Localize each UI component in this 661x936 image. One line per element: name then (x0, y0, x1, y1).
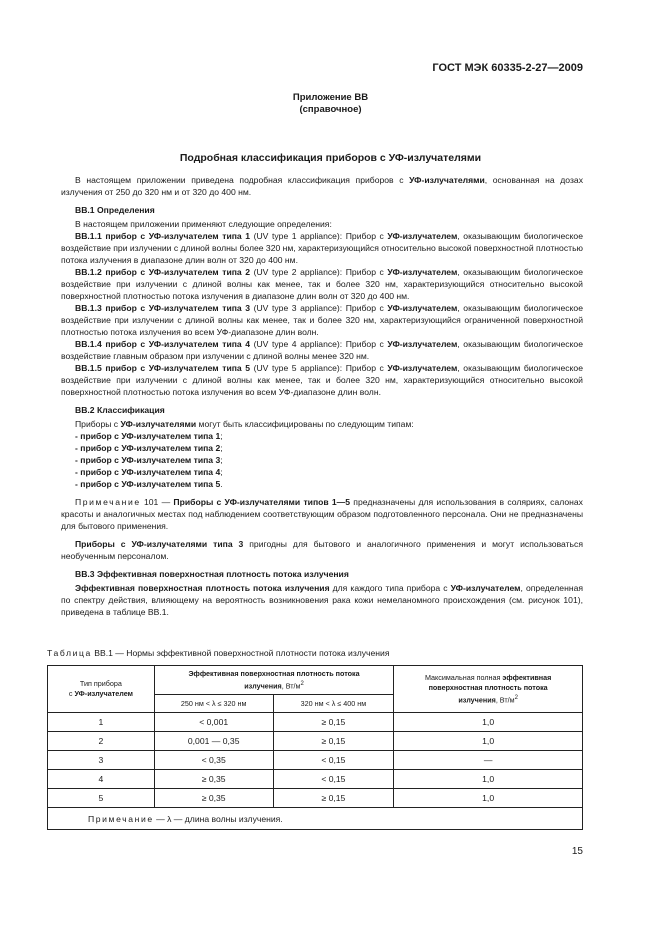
cell-range-2: ≥ 0,15 (273, 713, 394, 732)
cell-max: 1,0 (394, 789, 583, 808)
col-header-range-1: 250 нм < λ ≤ 320 нм (154, 695, 273, 713)
cell-range-1: 0,001 — 0,35 (154, 732, 273, 751)
table-row (48, 789, 583, 808)
list-item: - прибор с УФ-излучателем типа 4; (75, 467, 223, 477)
cell-type: 5 (48, 789, 155, 808)
type-list (61, 430, 583, 490)
irradiance-table (47, 665, 583, 830)
type3-paragraph: Приборы с УФ-излучателями типа 3 пригодны для бытового и аналогичного применения и могут использоваться необученным персоналом. (61, 539, 583, 561)
cell-range-1: ≥ 0,35 (154, 789, 273, 808)
table-row (48, 770, 583, 789)
table-caption: Таблица ВВ.1 — Нормы эффективной поверхностной плотности потока излучения (47, 648, 390, 658)
note-101: Примечание 101 — Приборы с УФ-излучателями типов 1—5 предназначены для использования в соляриях, салонах красоты и аналогичных местах под наблюдением соответствующим образом подготовленного персонала. Они не предназначены для бытового применения. (61, 497, 583, 531)
definitions-lead: В настоящем приложении применяют следующие определения: (75, 219, 332, 229)
table-row (48, 751, 583, 770)
section-heading-bb2: ВВ.2 Классификация (75, 405, 165, 415)
col-header-range-2: 320 нм < λ ≤ 400 нм (273, 695, 394, 713)
cell-type: 3 (48, 751, 155, 770)
page-number: 15 (571, 846, 583, 857)
definition-type-4: ВВ.1.4 прибор с УФ-излучателем типа 4 (UV type 4 appliance): Прибор с УФ-излучателем, оказывающим биологическое воздействие главным образом при излучении с длиной волны менее 320 нм. (61, 339, 583, 361)
cell-max: 1,0 (394, 732, 583, 751)
cell-max: — (394, 751, 583, 770)
cell-type: 1 (48, 713, 155, 732)
cell-range-2: ≥ 0,15 (273, 732, 394, 751)
col-header-type: Тип прибора с УФ-излучателем (48, 666, 155, 713)
col-header-max: Максимальная полная эффективная поверхностная плотность потока излучения, $Вт/м^2$ (394, 666, 583, 713)
definition-type-3: ВВ.1.3 прибор с УФ-излучателем типа 3 (UV type 3 appliance): Прибор с УФ-излучателем, оказывающим биологическое воздействие при излучении с длиной волны как менее, так и более 320 нм, характеризующийся ограниченной поверхностной плотностью потока излучения во всем УФ-диапазоне длин волн. (61, 303, 583, 337)
table-note-row (48, 808, 583, 830)
list-item: - прибор с УФ-излучателем типа 5. (75, 479, 223, 489)
definition-type-1: ВВ.1.1 прибор с УФ-излучателем типа 1 (UV type 1 appliance): Прибор с УФ-излучателем, оказывающим биологическое воздействие при излучении с длиной волны более 320 нм, характеризующийся относительно высокой поверхностной плотностью потока излучения в диапазоне длин волн от 320 до 400 нм. (61, 231, 583, 265)
definition-type-2: ВВ.1.2 прибор с УФ-излучателем типа 2 (UV type 2 appliance): Прибор с УФ-излучателем, оказывающим биологическое воздействие при излучении с длиной волны как менее, так и более 320 нм, характеризующийся относительно высокой поверхностной плотностью потока излучения в диапазоне длин волн от 320 до 400 нм. (61, 267, 583, 301)
cell-range-1: ≥ 0,35 (154, 770, 273, 789)
col-header-effective: Эффективная поверхностная плотность потока излучения, $Вт/м^2$ (154, 666, 393, 695)
annex-subtitle: (справочное) (299, 104, 362, 115)
intro-paragraph: В настоящем приложении приведена подробная классификация приборов с УФ-излучателями, основанная на дозах излучения от 250 до 320 нм и от 320 до 400 нм. (61, 175, 583, 197)
table-row (48, 732, 583, 751)
definition-type-5: ВВ.1.5 прибор с УФ-излучателем типа 5 (UV type 5 appliance): Прибор с УФ-излучателем, оказывающим биологическое воздействие при излучении с длиной волны как менее, так и более 320 нм, характеризующийся относительно высокой поверхностной плотностью потока излучения во всем УФ-диапазоне длин волн. (61, 363, 583, 397)
cell-range-1: < 0,35 (154, 751, 273, 770)
list-item: - прибор с УФ-излучателем типа 2; (75, 443, 223, 453)
standard-header: ГОСТ МЭК 60335-2-27—2009 (432, 62, 583, 74)
main-text (61, 174, 583, 618)
list-item: - прибор с УФ-излучателем типа 1; (75, 431, 223, 441)
cell-range-1: < 0,001 (154, 713, 273, 732)
annex-title: Приложение ВВ (292, 92, 369, 103)
cell-max: 1,0 (394, 713, 583, 732)
cell-type: 4 (48, 770, 155, 789)
cell-max: 1,0 (394, 770, 583, 789)
cell-range-2: ≥ 0,15 (273, 789, 394, 808)
irradiance-paragraph: Эффективная поверхностная плотность потока излучения для каждого типа прибора с УФ-излучателем, определенная по спектру действия, влияющему на вероятность возникновения рака кожи немеланомного происхождения (см. рисунок 101), приведена в таблице ВВ.1. (61, 583, 584, 617)
section-heading-bb3: ВВ.3 Эффективная поверхностная плотность потока излучения (75, 569, 349, 579)
list-item: - прибор с УФ-излучателем типа 3; (75, 455, 223, 465)
cell-range-2: < 0,15 (273, 770, 394, 789)
cell-range-2: < 0,15 (273, 751, 394, 770)
section-heading-bb1: ВВ.1 Определения (75, 205, 155, 215)
cell-type: 2 (48, 732, 155, 751)
classification-lead: Приборы с УФ-излучателями могут быть классифицированы по следующим типам: (75, 419, 414, 429)
page-title: Подробная классификация приборов с УФ-излучателями (179, 152, 482, 164)
table-row (48, 713, 583, 732)
table-note: Примечание — λ — длина волны излучения. (48, 808, 583, 830)
